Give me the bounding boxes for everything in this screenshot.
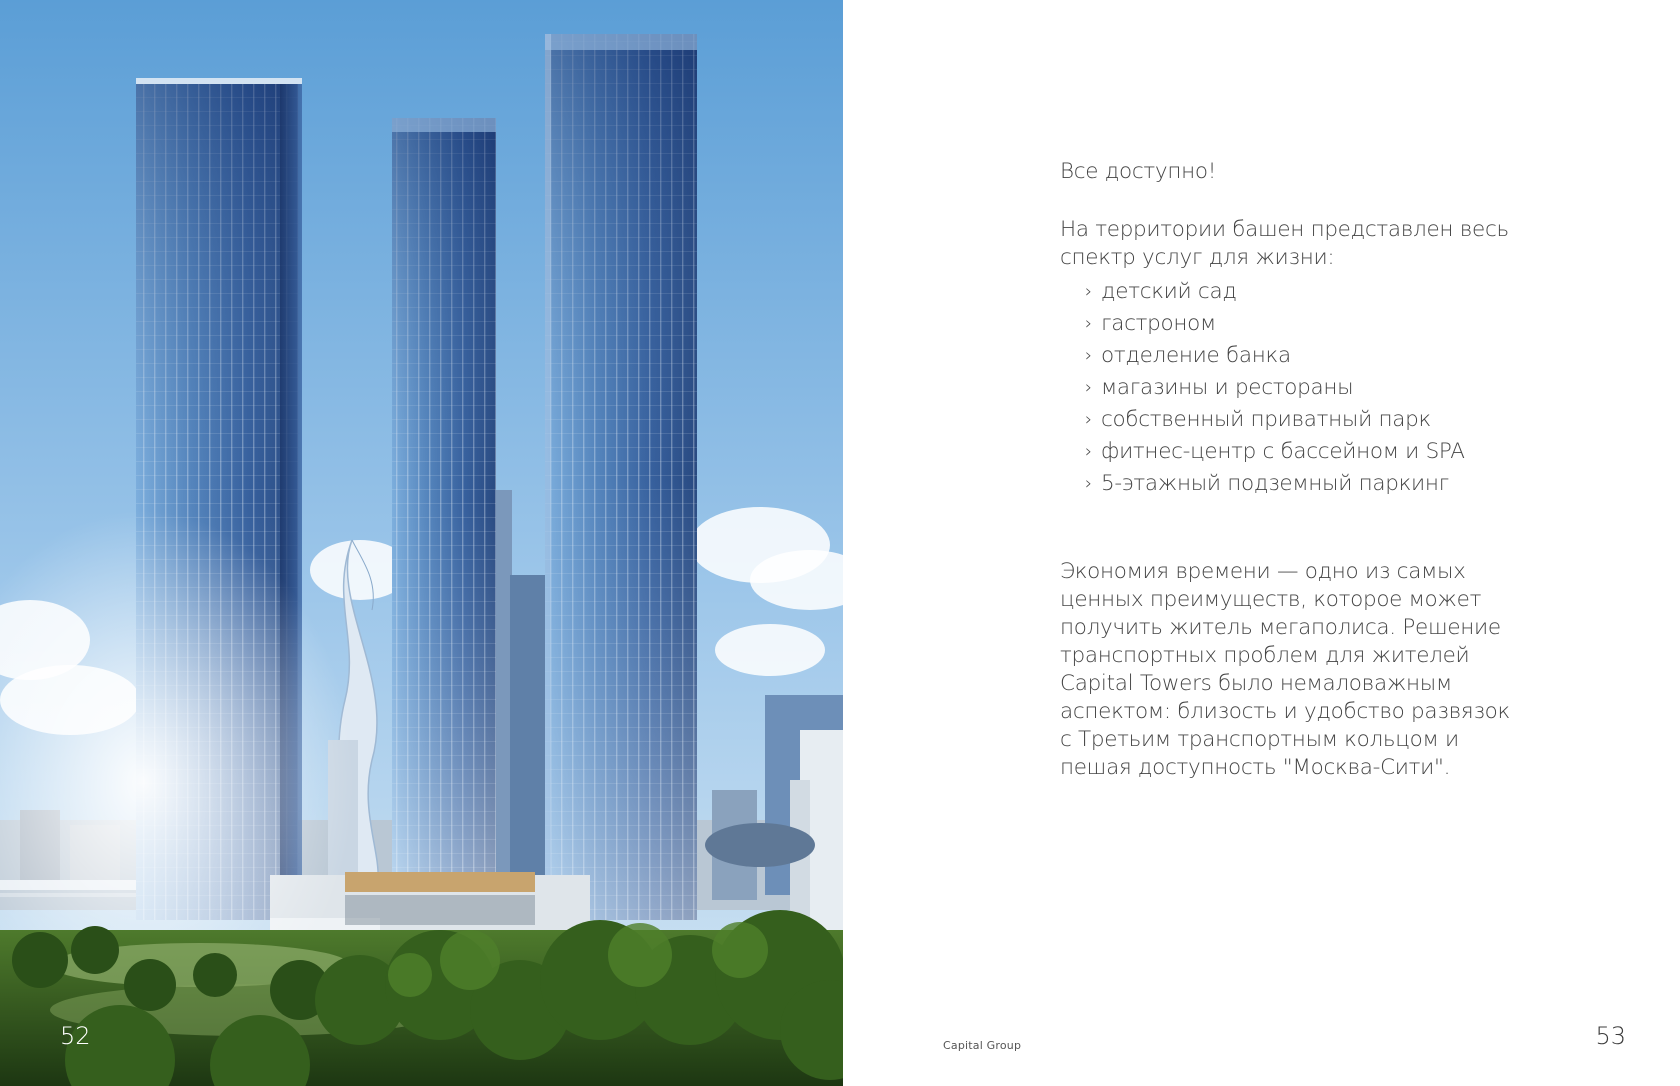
page-number-left: 52	[60, 1022, 91, 1050]
right-page	[843, 0, 1680, 1086]
section-heading: Все доступно!	[1060, 159, 1217, 184]
chevron-right-icon: ›	[1085, 377, 1092, 398]
list-item: › отделение банка	[1085, 340, 1520, 372]
body-paragraph: Экономия времени — одно из самых ценных преимуществ, которое может получить житель мегаполиса. Решение транспортных проблем для жителей Capital Towers было немаловажным аспектом: близость и удобство развязок с Третьим транспортным кольцом и пешая доступность "Москва-Сити".	[1060, 559, 1510, 780]
chevron-right-icon: ›	[1085, 281, 1092, 302]
list-item: › фитнес-центр с бассейном и SPA	[1085, 436, 1520, 468]
list-item: › детский сад	[1085, 276, 1520, 308]
services-list	[1060, 276, 1520, 500]
text-block	[1060, 158, 1520, 782]
list-item: › магазины и рестораны	[1085, 372, 1520, 404]
chevron-right-icon: ›	[1085, 313, 1092, 334]
list-item: › гастроном	[1085, 308, 1520, 340]
chevron-right-icon: ›	[1085, 345, 1092, 366]
page-number-right: 53	[1595, 1022, 1626, 1050]
chevron-right-icon: ›	[1085, 409, 1092, 430]
list-item: › собственный приватный парк	[1085, 404, 1520, 436]
chevron-right-icon: ›	[1085, 441, 1092, 462]
intro-text: На территории башен представлен весь спектр услуг для жизни:	[1060, 217, 1509, 270]
list-item: › 5-этажный подземный паркинг	[1085, 468, 1520, 500]
footer-brand: Capital Group	[943, 1039, 1022, 1052]
chevron-right-icon: ›	[1085, 473, 1092, 494]
